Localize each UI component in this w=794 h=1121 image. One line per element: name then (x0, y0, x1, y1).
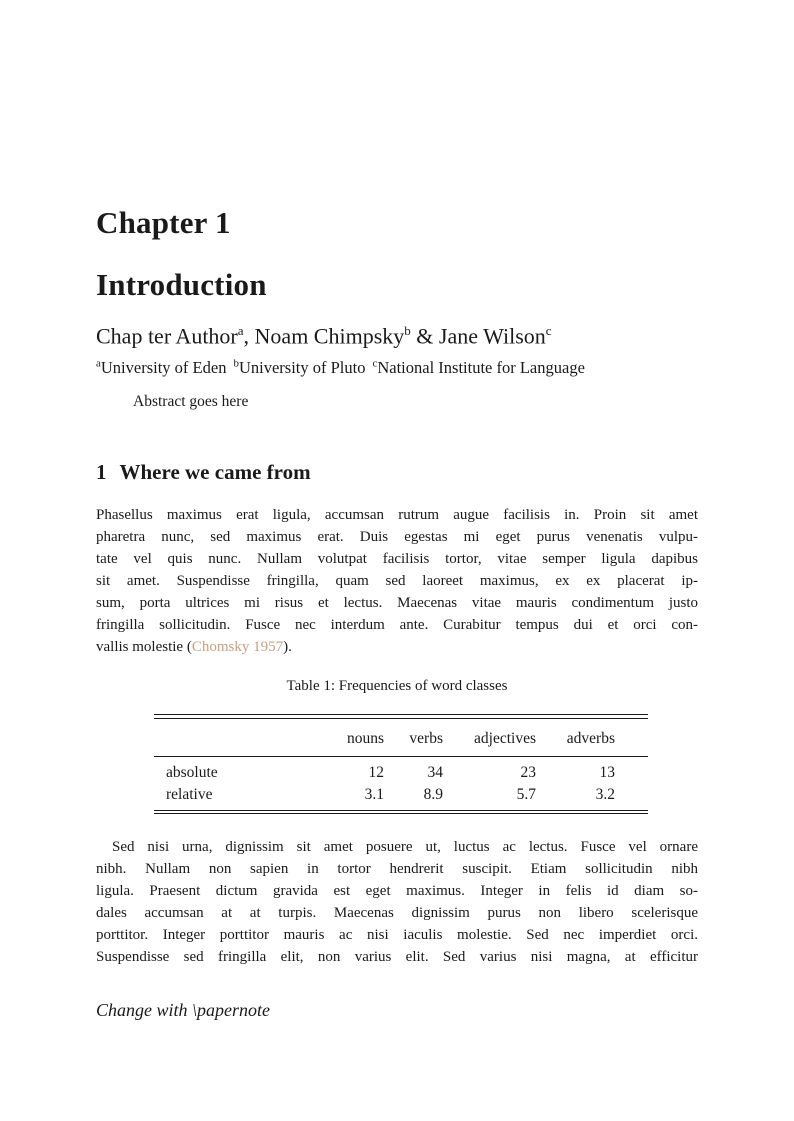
affiliation-name: University of Eden (100, 357, 227, 377)
table-cell: 3.2 (595, 785, 615, 803)
section-number: 1 (96, 460, 107, 484)
body-paragraph (96, 836, 698, 968)
chapter-number-heading: Chapter 1 (96, 205, 231, 240)
author-separator: , (243, 323, 255, 349)
frequencies-table (154, 714, 648, 814)
table-bottom-rule (154, 810, 648, 815)
table-header-adverbs: adverbs (553, 719, 648, 757)
citation-prefix: vallis molestie ( (96, 639, 192, 655)
affiliation-name: National Institute for Language (377, 357, 585, 377)
chapter-title-heading: Introduction (96, 267, 267, 302)
author-name: Noam Chimpsky (254, 323, 405, 349)
table-grid (154, 719, 648, 810)
table-cell: 8.9 (423, 785, 443, 803)
paragraph-line: porttitor. Integer porttitor mauris ac nisi iaculis molestie. Sed nec imperdiet orci. (96, 927, 698, 943)
paragraph-line: tate vel quis nunc. Nullam volutpat facilisis tortor, vitae semper ligula dapibus (96, 551, 698, 567)
table-caption: Table 1: Frequencies of word classes (286, 678, 508, 694)
affiliation-mark: b (233, 357, 239, 369)
author-affiliation-mark: a (237, 323, 244, 338)
paragraph-line (96, 636, 698, 658)
author-name: Chap ter Author (96, 323, 238, 349)
paragraph-line: fringilla sollicitudin. Fusce nec interdum ante. Curabitur tempus dui et orci con- (96, 617, 698, 633)
paragraph-line: Suspendisse sed fringilla elit, non varius elit. Sed varius nisi magna, at efficitur (96, 949, 698, 965)
footnote-papernote: Change with \papernote (96, 1000, 270, 1020)
table-cell: 34 (427, 763, 443, 781)
author-affiliation-mark: b (404, 323, 411, 338)
table-row (154, 784, 648, 810)
affiliation (372, 358, 584, 377)
paragraph-line: sum, porta ultrices mi risus et lectus. Maecenas vitae mauris condimentum justo (96, 595, 698, 611)
table-header-row (154, 719, 648, 757)
affiliation-mark: a (96, 357, 101, 369)
row-label: absolute (166, 763, 218, 781)
paragraph-line: dales accumsan at at turpis. Maecenas dignissim purus non libero scelerisque (96, 905, 698, 921)
paragraph-line: Phasellus maximus erat ligula, accumsan rutrum augue facilisis in. Proin sit amet (96, 507, 698, 523)
table-cell: 13 (599, 763, 615, 781)
paragraph-line: Sed nisi urna, dignissim sit amet posuere ut, luctus ac lectus. Fusce vel ornare (112, 839, 698, 855)
paragraph-line: sit amet. Suspendisse fringilla, quam sed laoreet maximus, ex ex placerat ip- (96, 573, 698, 589)
table-cell: 5.7 (516, 785, 536, 803)
table-header-adjectives: adjectives (460, 719, 553, 757)
paragraph-line: ligula. Praesent dictum gravida est eget maximus. Integer in felis id diam so- (96, 883, 698, 899)
affiliations-line (96, 357, 592, 378)
author-affiliation-mark: c (545, 323, 552, 338)
citation-suffix: ). (283, 639, 292, 655)
paragraph-line: nibh. Nullam non sapien in tortor hendrerit suscipit. Etiam sollicitudin nibh (96, 861, 698, 877)
section-title: Where we came from (119, 460, 311, 484)
table-header-nouns: nouns (319, 719, 401, 757)
author-separator: & (410, 323, 439, 349)
table-cell: 12 (368, 763, 384, 781)
affiliation (233, 358, 365, 377)
table-cell: 3.1 (364, 785, 384, 803)
body-paragraph (96, 504, 698, 658)
author-name: Jane Wilson (438, 323, 546, 349)
citation-link[interactable]: Chomsky 1957 (191, 639, 284, 655)
section-heading (96, 461, 311, 484)
table-header-empty (154, 719, 319, 757)
paragraph-line: pharetra nunc, sed maximus erat. Duis egestas mi eget purus venenatis vulpu- (96, 529, 698, 545)
affiliation-name: University of Pluto (238, 357, 366, 377)
row-label: relative (166, 785, 213, 803)
table-row (154, 756, 648, 784)
abstract-text: Abstract goes here (133, 393, 249, 410)
table-header-verbs: verbs (401, 719, 460, 757)
table-cell: 23 (520, 763, 536, 781)
authors-line (96, 324, 552, 349)
affiliation (96, 358, 226, 377)
affiliation-mark: c (372, 357, 378, 369)
